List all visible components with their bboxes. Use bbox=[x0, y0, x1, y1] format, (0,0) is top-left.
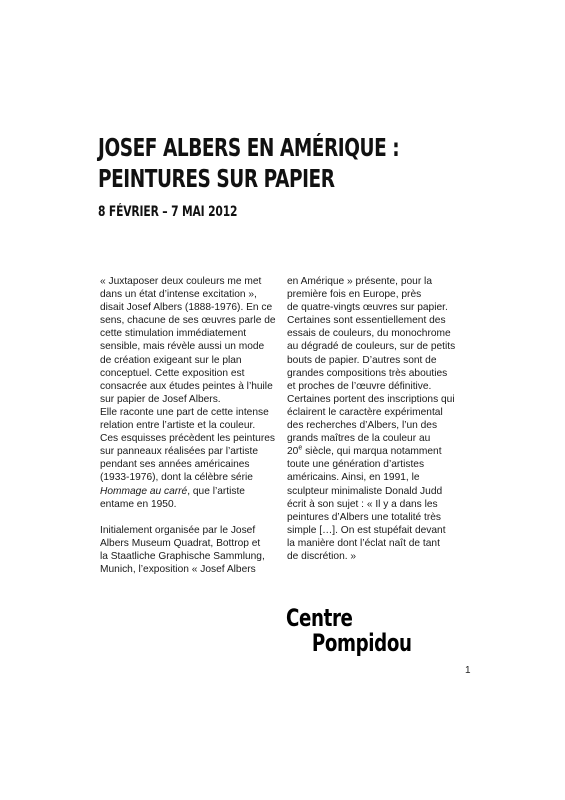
text-line: sur panneaux réalisées par l’artiste bbox=[100, 446, 258, 458]
logo-line-2: Pompidou bbox=[311, 629, 412, 657]
text-line: relation entre l’artiste et la couleur. bbox=[100, 420, 256, 432]
text-line: « Juxtaposer deux couleurs me met bbox=[100, 276, 262, 287]
exhibition-dates: 8 FÉVRIER – 7 MAI 2012 bbox=[98, 204, 238, 220]
century-superscript: e bbox=[298, 444, 303, 452]
text-line: consacrée aux études peintes à l’huile bbox=[100, 380, 273, 392]
title-line-2: PEINTURES SUR PAPIER bbox=[98, 164, 335, 193]
text-line: grandes compositions très abouties bbox=[287, 367, 448, 379]
text-line: Certaines sont essentiellement des bbox=[287, 315, 446, 327]
text-line: des recherches d’Albers, l’un des bbox=[287, 420, 438, 432]
text-line: en Amérique » présente, pour la bbox=[287, 276, 432, 287]
text-line: (1933-1976), dont la célèbre série bbox=[100, 472, 253, 484]
logo-line-1: Centre bbox=[286, 604, 353, 632]
text-column-left bbox=[100, 275, 286, 576]
text-line: toute une génération d’artistes bbox=[287, 459, 425, 471]
text-line: cette stimulation immédiatement bbox=[100, 328, 247, 340]
title-line-1: JOSEF ALBERS EN AMÉRIQUE : bbox=[98, 133, 400, 162]
text-line: essais de couleurs, du monochrome bbox=[287, 328, 451, 340]
text-line: sens, chacune de ses œuvres parle de bbox=[100, 315, 276, 327]
paragraph-gap bbox=[100, 511, 286, 524]
text-line: Albers Museum Quadrat, Bottrop et bbox=[100, 537, 261, 549]
text-column-right bbox=[287, 275, 473, 563]
page-number: 1 bbox=[465, 665, 471, 676]
text-line: sur papier de Josef Albers. bbox=[100, 393, 221, 405]
series-title: Hommage au carré bbox=[100, 485, 188, 497]
text-line: de création exigeant sur le plan bbox=[100, 354, 242, 366]
text-line: simple […]. On est stupéfait devant bbox=[287, 524, 446, 536]
text-line: sculpteur minimaliste Donald Judd bbox=[287, 485, 443, 497]
text-line: éclairent le caractère expérimental bbox=[287, 406, 443, 418]
century-rest: siècle, qui marqua notamment bbox=[302, 446, 442, 458]
text-line: Elle raconte une part de cette intense bbox=[100, 406, 269, 418]
text-line: Munich, l’exposition « Josef Albers bbox=[100, 563, 256, 575]
text-line: américains. Ainsi, en 1991, le bbox=[287, 472, 420, 484]
text-line: bouts de papier. D’autres sont de bbox=[287, 354, 437, 366]
text-line bbox=[287, 445, 473, 458]
series-suffix: , que l’artiste bbox=[187, 485, 245, 497]
text-line: pendant ses années américaines bbox=[100, 459, 250, 471]
text-line bbox=[100, 485, 286, 498]
text-line: conceptuel. Cette exposition est bbox=[100, 367, 245, 379]
text-line: de quatre-vingts œuvres sur papier. bbox=[287, 302, 448, 314]
text-line: Certaines portent des inscriptions qui bbox=[287, 393, 455, 405]
text-line: Initialement organisée par le Josef bbox=[100, 524, 256, 536]
text-line: grands maîtres de la couleur au bbox=[287, 433, 431, 445]
text-line: la Staatliche Graphische Sammlung, bbox=[100, 550, 265, 562]
document-title bbox=[98, 132, 518, 194]
century-number: 20 bbox=[287, 446, 299, 458]
text-line: peintures d’Albers une totalité très bbox=[287, 511, 442, 523]
text-line: dans un état d’intense excitation », bbox=[100, 289, 257, 301]
text-line: Ces esquisses précèdent les peintures bbox=[100, 433, 275, 445]
text-line: sensible, mais révèle aussi un mode bbox=[100, 341, 265, 353]
text-line: de discrétion. » bbox=[287, 550, 357, 562]
text-line: écrit à son sujet : « Il y a dans les bbox=[287, 498, 438, 510]
text-line: au dégradé de couleurs, sur de petits bbox=[287, 341, 456, 353]
text-line: disait Josef Albers (1888-1976). En ce bbox=[100, 302, 273, 314]
text-line: entame en 1950. bbox=[100, 498, 177, 510]
text-line: première fois en Europe, près bbox=[287, 289, 422, 301]
text-line: la manière dont l’éclat naît de tant bbox=[287, 537, 440, 549]
text-line: et proches de l’œuvre définitive. bbox=[287, 380, 432, 392]
centre-pompidou-logo bbox=[286, 606, 412, 656]
